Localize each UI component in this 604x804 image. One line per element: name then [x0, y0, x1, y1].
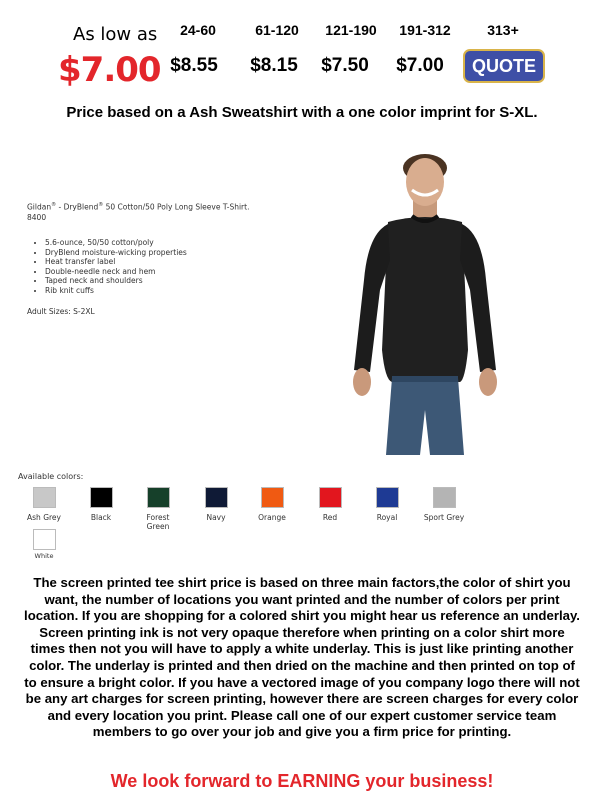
swatch-label: White: [34, 552, 54, 560]
swatch[interactable]: [33, 529, 56, 550]
as-low-as-label: As low as: [73, 24, 158, 45]
tier-qty-191-312: 191-312: [399, 22, 451, 38]
color-option-forest-green[interactable]: [128, 487, 188, 531]
color-option-royal[interactable]: [357, 487, 417, 522]
tier-price-61-120: $8.15: [250, 55, 298, 76]
swatch[interactable]: [319, 487, 342, 508]
tier-price-121-190: $7.50: [321, 55, 369, 76]
swatch-label: Sport Grey: [423, 513, 465, 522]
color-option-ash-grey[interactable]: [14, 487, 74, 522]
product-photo: [340, 150, 510, 455]
adult-sizes: Adult Sizes: S-2XL: [27, 307, 95, 316]
tier-qty-61-120: 61-120: [255, 22, 299, 38]
color-option-white[interactable]: [14, 529, 74, 561]
color-option-navy[interactable]: [186, 487, 246, 522]
lowest-price: $7.00: [58, 50, 161, 90]
description-paragraph: The screen printed tee shirt price is based on three main factors,the color of shirt you want, the number of locations you want printed and the number of colors per print location. If you are shopping for a colored shirt you might hear us reference an underlay. Screen printing ink is not very opaque therefore when printing on a color shirt more times then not you will have to apply a white underlay. This is just like printing another color. The underlay is printed and then dried on the machine and then printed on top of to ensure a bright color. If you have a vectored image of you company logo there will not be any art charges for screen printing, however there are screen charges for every color and every location you print. Please call one of our expert customer service team members to go over your job and give you a firm price for printing.: [24, 575, 580, 740]
swatch-label: Ash Grey: [27, 513, 61, 522]
swatch[interactable]: [33, 487, 56, 508]
swatch[interactable]: [261, 487, 284, 508]
tier-qty-24-60: 24-60: [180, 22, 216, 38]
color-option-black[interactable]: [71, 487, 131, 522]
color-option-red[interactable]: [300, 487, 360, 522]
color-option-orange[interactable]: [242, 487, 302, 522]
swatch[interactable]: [147, 487, 170, 508]
swatch-label: Orange: [258, 513, 286, 522]
tier-qty-121-190: 121-190: [325, 22, 377, 38]
swatch[interactable]: [90, 487, 113, 508]
swatch-label: Red: [322, 513, 338, 522]
tier-price-191-312: $7.00: [396, 55, 444, 76]
feature-item: • Heat transfer label: [45, 257, 187, 267]
quote-button[interactable]: QUOTE: [463, 49, 545, 83]
swatch[interactable]: [433, 487, 456, 508]
tier-qty-313-plus: 313+: [487, 22, 519, 38]
swatch[interactable]: [205, 487, 228, 508]
swatch[interactable]: [376, 487, 399, 508]
price-note: Price based on a Ash Sweatshirt with a one color imprint for S-XL.: [66, 104, 538, 121]
product-title: Gildan® - DryBlend® 50 Cotton/50 Poly Long Sleeve T-Shirt. 8400: [27, 202, 250, 222]
swatch-label: Black: [90, 513, 112, 522]
feature-item: • Taped neck and shoulders: [45, 276, 187, 286]
feature-list: [27, 238, 187, 296]
swatch-label: Royal: [376, 513, 398, 522]
color-option-sport-grey[interactable]: [414, 487, 474, 522]
feature-item: • Rib knit cuffs: [45, 286, 187, 296]
swatch-label: Navy: [206, 513, 226, 522]
feature-item: • DryBlend moisture-wicking properties: [45, 248, 187, 258]
available-colors-label: Available colors:: [18, 472, 84, 481]
swatch-label: Forest Green: [146, 513, 170, 531]
footer-tagline: We look forward to EARNING your business!: [110, 771, 494, 791]
tier-price-24-60: $8.55: [170, 55, 218, 76]
feature-item: • Double-needle neck and hem: [45, 267, 187, 277]
feature-item: • 5.6-ounce, 50/50 cotton/poly: [45, 238, 187, 248]
